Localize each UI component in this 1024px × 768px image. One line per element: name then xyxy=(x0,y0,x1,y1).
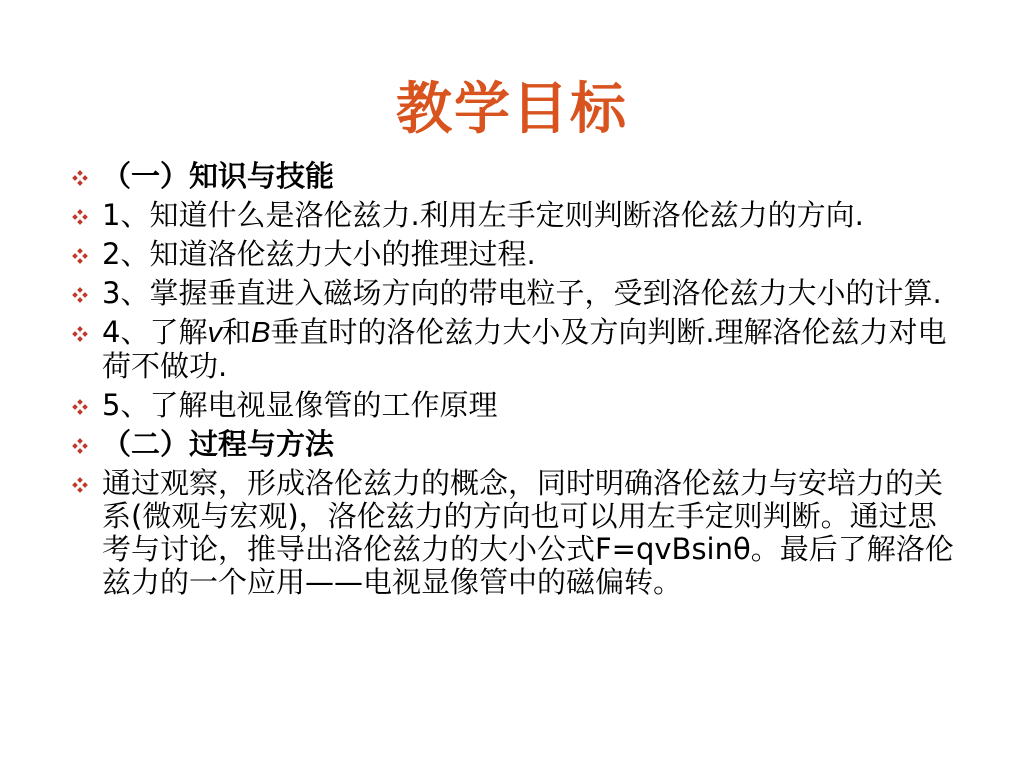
bullet-item xyxy=(72,277,962,310)
bullet-item xyxy=(72,238,962,271)
bullet-text: 5、了解电视显像管的工作原理 xyxy=(102,388,498,422)
variable-b: B xyxy=(250,317,271,349)
diamond-bullet-icon xyxy=(72,170,88,186)
bullet-text: （二）过程与方法 xyxy=(102,427,335,461)
diamond-bullet-icon xyxy=(72,287,88,303)
bullet-item xyxy=(72,389,962,422)
bullet-item xyxy=(72,160,962,193)
bullet-item xyxy=(72,316,962,383)
diamond-bullet-icon xyxy=(72,248,88,264)
bullet-text: （一）知识与技能 xyxy=(102,159,335,193)
bullet-item xyxy=(72,199,962,232)
bullet-text: 3、掌握垂直进入磁场方向的带电粒子，受到洛伦兹力大小的计算. xyxy=(102,276,942,310)
diamond-bullet-icon xyxy=(72,326,88,342)
bullet-text: 2、知道洛伦兹力大小的推理过程. xyxy=(102,237,536,271)
bullet-item xyxy=(72,428,962,461)
bullet-list xyxy=(72,160,962,605)
diamond-bullet-icon xyxy=(72,209,88,225)
bullet-text: 1、知道什么是洛伦兹力.利用左手定则判断洛伦兹力的方向. xyxy=(102,198,864,232)
bullet-item xyxy=(72,467,962,599)
bullet-text-mid: 和 xyxy=(221,315,251,349)
bullet-text-suffix: 垂直时的洛伦兹力大小及方向判断.理解洛伦兹力对电荷不做功. xyxy=(102,315,947,383)
diamond-bullet-icon xyxy=(72,438,88,454)
slide-title: 教学目标 xyxy=(396,77,628,142)
variable-v: v xyxy=(207,317,222,349)
diamond-bullet-icon xyxy=(72,477,88,493)
diamond-bullet-icon xyxy=(72,399,88,415)
bullet-text: 通过观察，形成洛伦兹力的概念，同时明确洛伦兹力与安培力的关系(微观与宏观)，洛伦兹力的方向也可以用左手定则判断。通过思考与讨论，推导出洛伦兹力的大小公式F=qvBsinθ。最后了解洛伦兹力的一个应用——电视显像管中的磁偏转。 xyxy=(102,466,954,599)
bullet-text-prefix: 4、了解 xyxy=(102,315,208,349)
bullet-text xyxy=(102,316,962,383)
